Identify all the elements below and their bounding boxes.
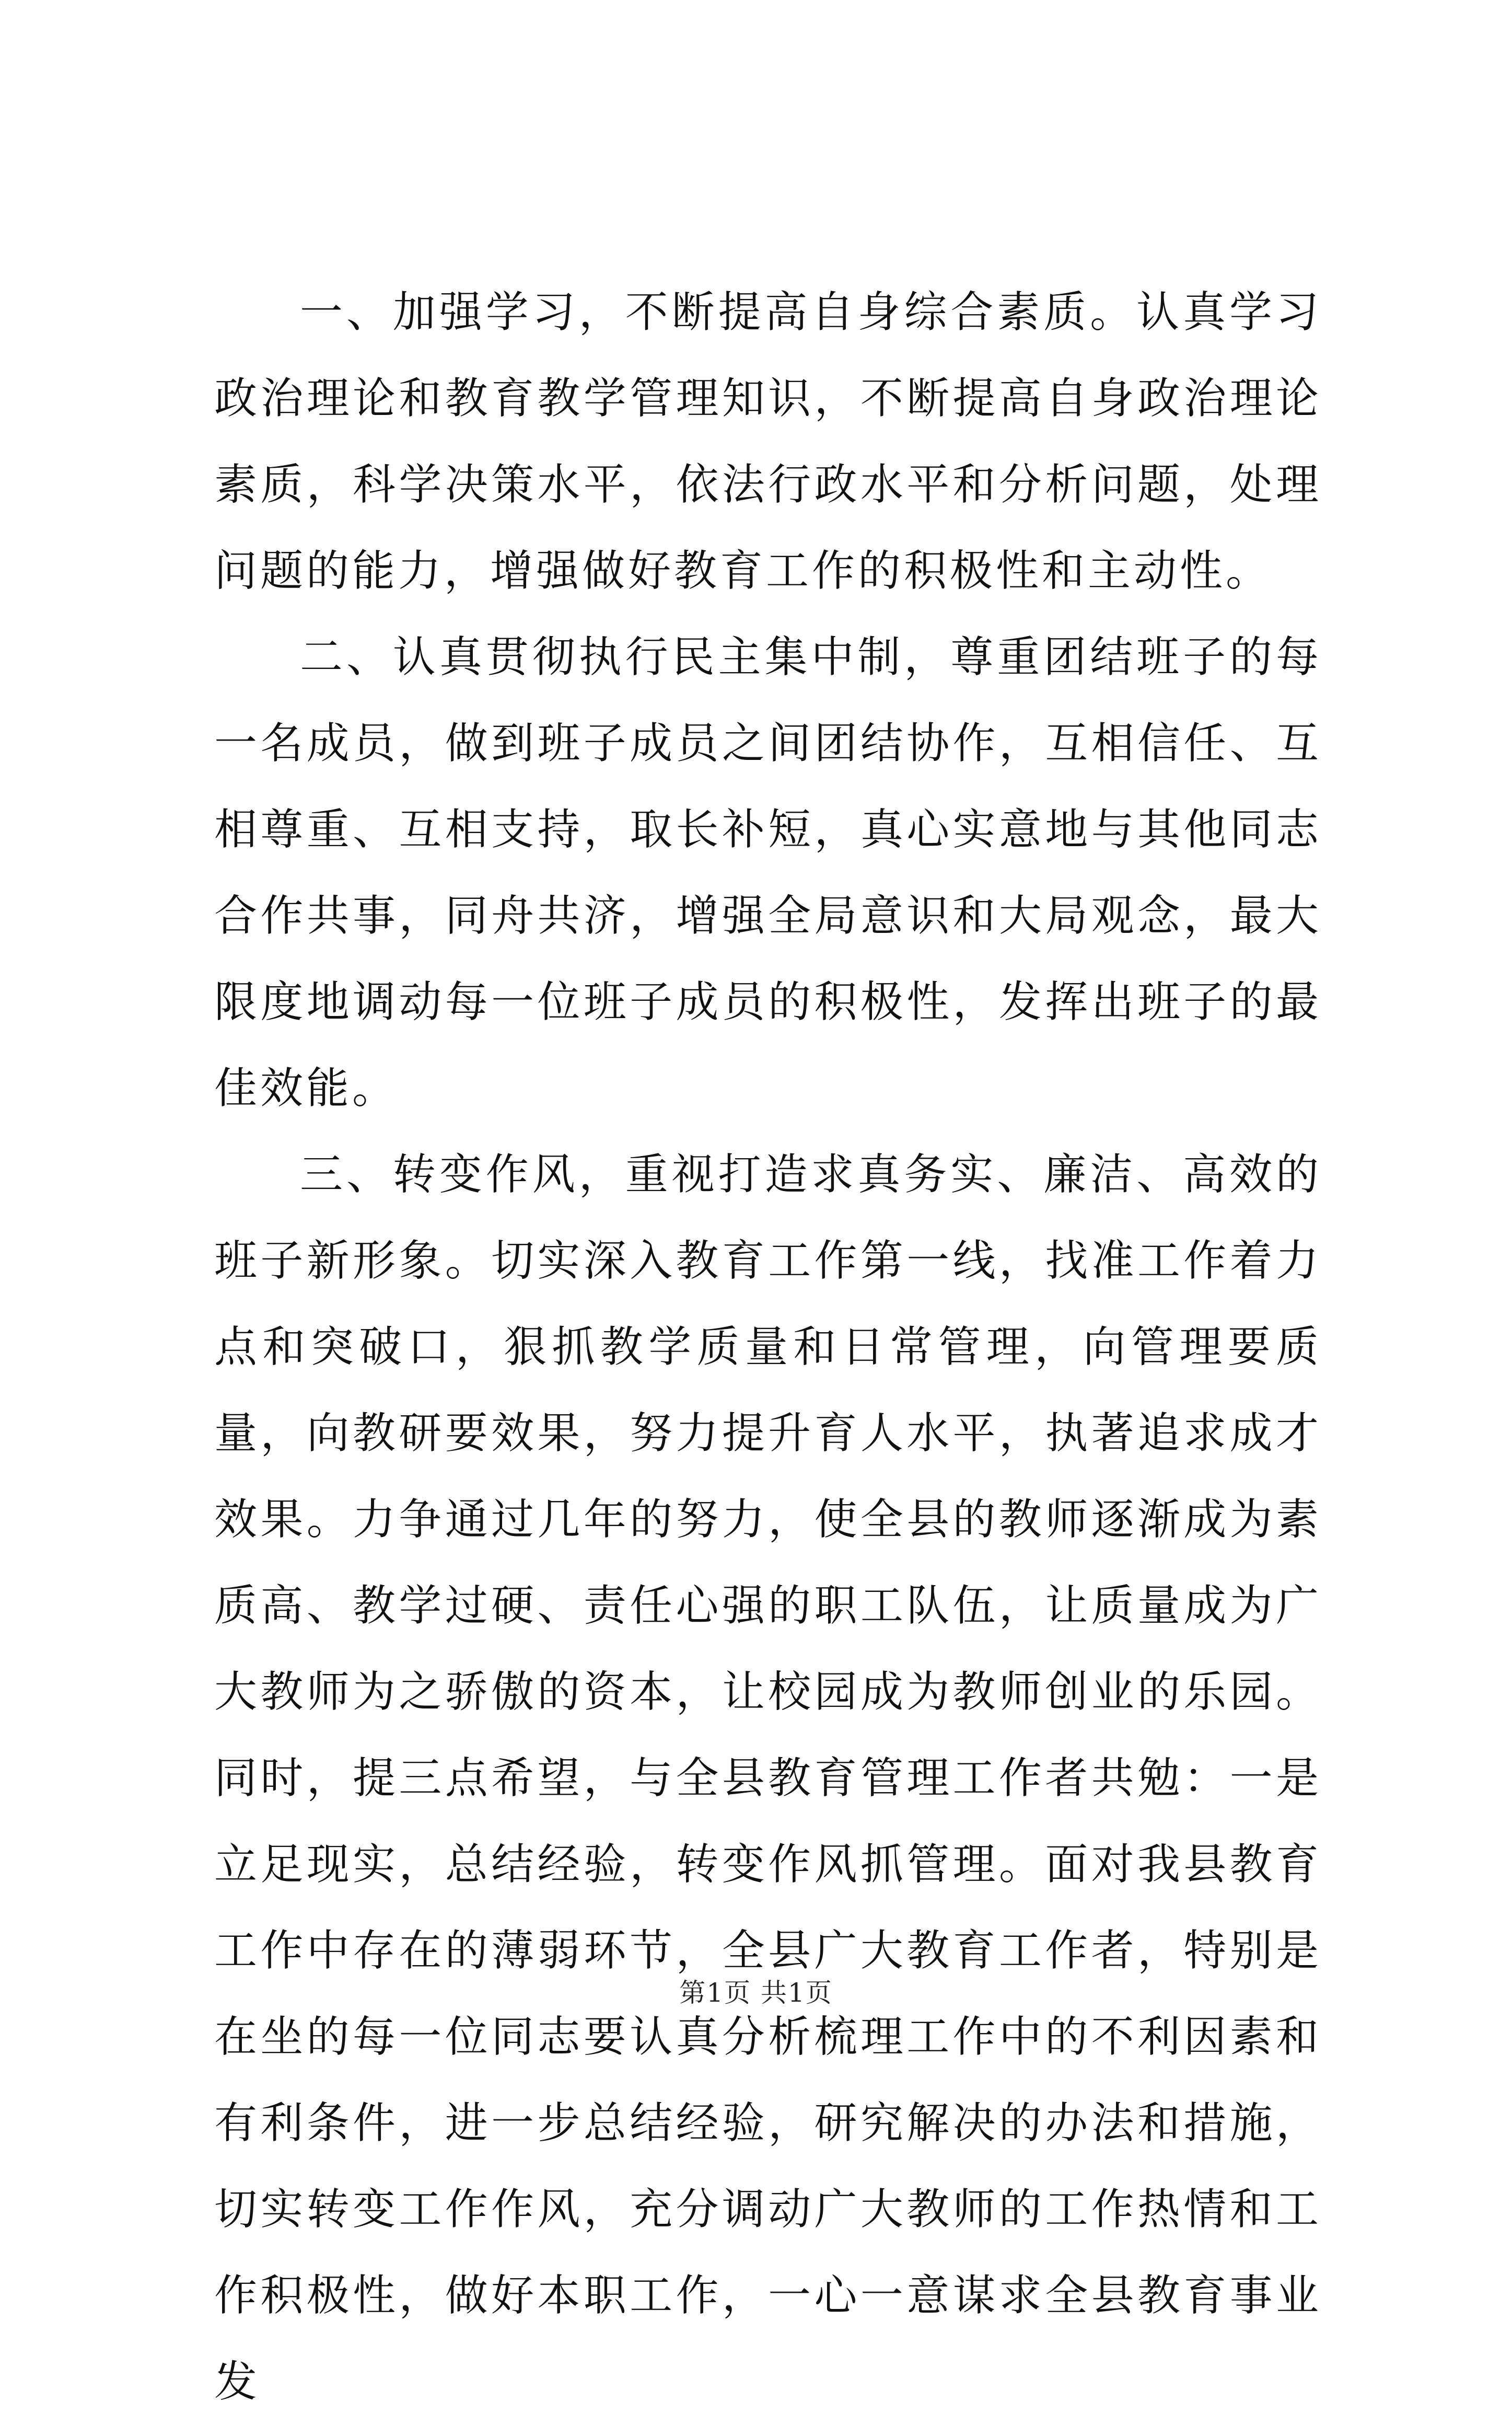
document-body [214, 269, 1322, 2425]
paragraph-1: 一、加强学习，不断提高自身综合素质。认真学习政治理论和教育教学管理知识，不断提高自身政治理论素质，科学决策水平，依法行政水平和分析问题，处理问题的能力，增强做好教育工作的积极性和主动性。 [214, 287, 1322, 596]
page-footer: 第1页 共1页 [679, 1978, 833, 2008]
paragraph-3: 三、转变作风，重视打造求真务实、廉洁、高效的班子新形象。切实深入教育工作第一线，找准工作着力点和突破口，狠抓教学质量和日常管理，向管理要质量，向教研要效果，努力提升育人水平，执著追求成才效果。力争通过几年的努力，使全县的教师逐渐成为素质高、教学过硬、责任心强的职工队伍，让质量成为广大教师为之骄傲的资本，让校园成为教师创业的乐园。同时，提三点希望，与全县教育管理工作者共勉：一是立足现实，总结经验，转变作风抓管理。面对我县教育工作中存在的薄弱环节，全县广大教育工作者，特别是在坐的每一位同志要认真分析梳理工作中的不利因素和有利条件，进一步总结经验，研究解决的办法和措施，切实转变工作作风，充分调动广大教师的工作热情和工作积极性，做好本职工作，一心一意谋求全县教育事业发 [214, 1150, 1322, 2407]
paragraph-2: 二、认真贯彻执行民主集中制，尊重团结班子的每一名成员，做到班子成员之间团结协作，互相信任、互相尊重、互相支持，取长补短，真心实意地与其他同志合作共事，同舟共济，增强全局意识和大局观念，最大限度地调动每一位班子成员的积极性，发挥出班子的最佳效能。 [214, 632, 1322, 1113]
